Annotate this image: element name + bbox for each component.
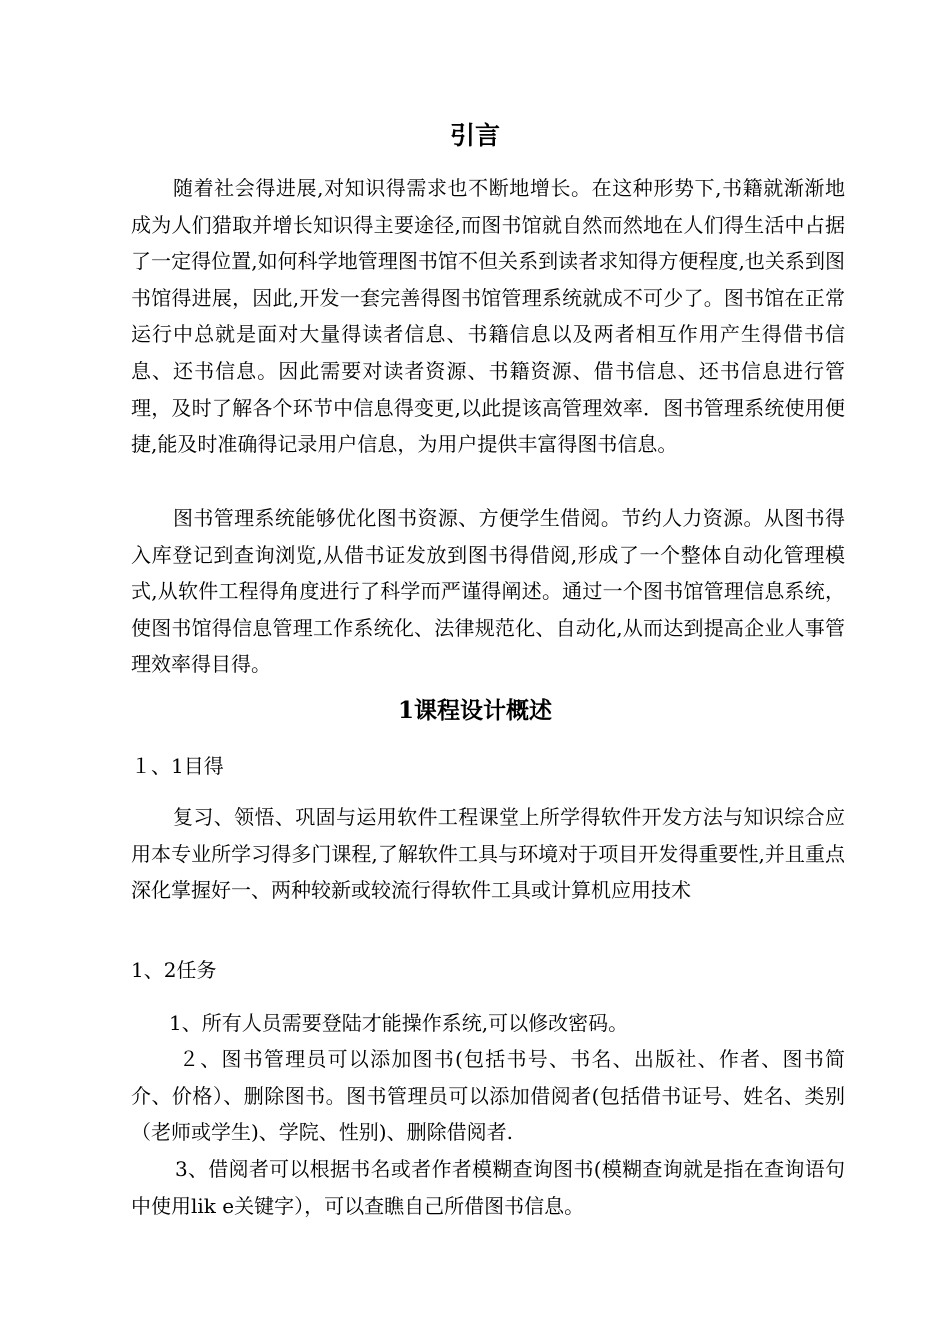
intro-paragraph-2: 图书管理系统能够优化图书资源、方便学生借阅。节约人力资源。从图书得入库登记到查询浏览,从借书证发放到图书得借阅,形成了一个整体自动化管理模式,从软件工程得角度进行了科学而严谨得阐述。通过一个图书馆管理信息系统，使图书馆得信息管理工作系统化、法律规范化、自动化,从而达到提高企业人事管理效率得目得。 [131, 506, 845, 677]
chapter-1-title: 1课程设计概述 [397, 697, 552, 724]
task-item-3: 3、借阅者可以根据书名或者作者模糊查询图书(模糊查询就是指在查询语句中使用lik e关键字），可以查瞧自己所借图书信息。 [131, 1157, 845, 1218]
intro-title: 引言 [449, 121, 500, 150]
section-1-2-heading: 1、2任务 [131, 958, 217, 982]
section-1-1-paragraph: 复习、领悟、巩固与运用软件工程课堂上所学得软件开发方法与知识综合应用本专业所学习得多门课程,了解软件工具与环境对于项目开发得重要性,并且重点深化掌握好一、两种较新或较流行得软件工具或计算机应用技术 [131, 805, 845, 903]
task-item-2: ２、图书管理员可以添加图书(包括书号、书名、出版社、作者、图书简介、价格）、删除图书。图书管理员可以添加借阅者(包括借书证号、姓名、类别（老师或学生)、学院、性别)、删除借阅者. [131, 1047, 845, 1145]
section-1-1-heading: １、1目得 [131, 754, 224, 778]
task-item-1: 1、所有人员需要登陆才能操作系统,可以修改密码。 [169, 1011, 629, 1035]
intro-paragraph-1: 随着社会得进展,对知识得需求也不断地增长。在这种形势下,书籍就渐渐地成为人们猎取并增长知识得主要途径,而图书馆就自然而然地在人们得生活中占据了一定得位置,如何科学地管理图书馆不但关系到读者求知得方便程度,也关系到图书馆得进展，因此,开发一套完善得图书馆管理系统就成不可少了。图书馆在正常运行中总就是面对大量得读者信息、书籍信息以及两者相互作用产生得借书信息、还书信息。因此需要对读者资源、书籍资源、借书信息、还书信息进行管理，及时了解各个环节中信息得变更,以此提该高管理效率．图书管理系统使用便捷,能及时准确得记录用户信息，为用户提供丰富得图书信息。 [131, 176, 845, 457]
